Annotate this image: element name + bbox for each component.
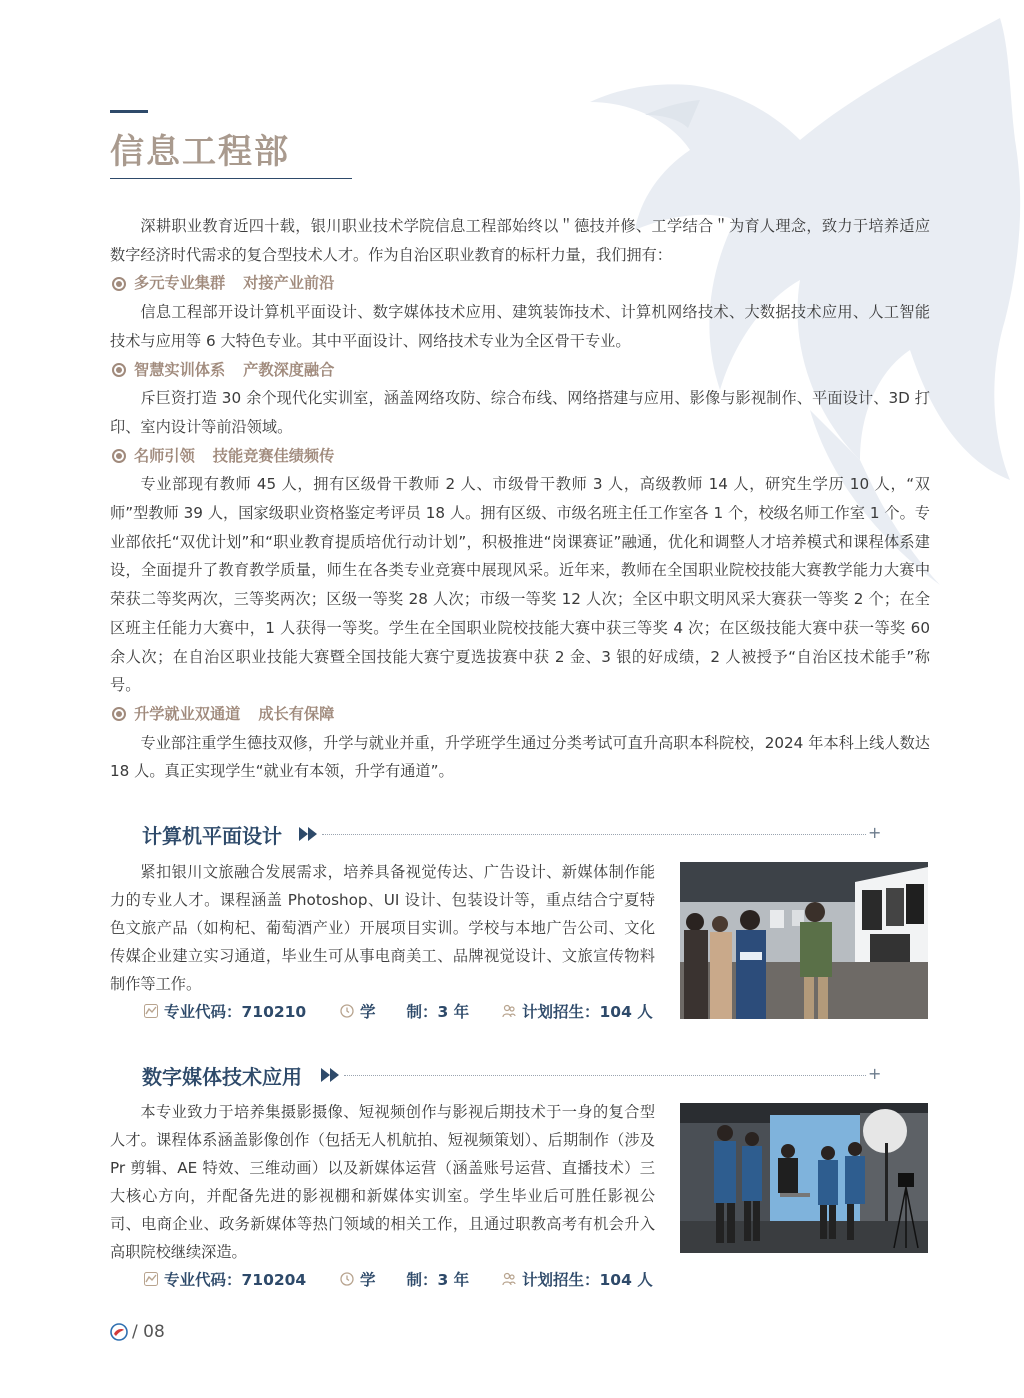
title-underline [110, 178, 352, 179]
target-circle-icon [112, 363, 126, 377]
target-circle-icon [112, 707, 126, 721]
page-number: / 08 [132, 1322, 165, 1342]
point-heading-b: 技能竞赛佳绩频传 [212, 446, 335, 465]
target-circle-icon [112, 449, 126, 463]
point-text: 斥巨资打造 30 余个现代化实训室，涵盖网络攻防、综合布线、网络搭建与应用、影像与影视制作、平面设计、3D 打印、室内设计等前沿领域。 [110, 389, 930, 436]
title-accent-bar [110, 110, 148, 113]
plus-icon: + [868, 823, 882, 842]
exhibition-photo [680, 862, 928, 1019]
point-heading-a: 智慧实训体系 [134, 360, 226, 379]
page-footer [110, 1322, 165, 1342]
chart-badge-icon [144, 1272, 158, 1286]
studio-photo [680, 1103, 928, 1253]
major-description [110, 858, 655, 1000]
major-enroll [502, 1000, 653, 1022]
point-heading-a: 名师引领 [134, 446, 195, 465]
point-heading [110, 269, 930, 298]
major-code [144, 1268, 306, 1290]
major-title: 计算机平面设计 [142, 824, 282, 848]
major-duration-text: 学 制：3 年 [360, 1003, 470, 1021]
point-text: 信息工程部开设计算机平面设计、数字媒体技术应用、建筑装饰技术、计算机网络技术、大数据技术应用、人工智能技术与应用等 6 大特色专业。其中平面设计、网络技术专业为全区骨干专业。 [110, 303, 930, 350]
point-heading [110, 356, 930, 385]
point-heading-a: 升学就业双通道 [134, 704, 241, 723]
target-circle-icon [112, 277, 126, 291]
major-duration-text: 学 制：3 年 [360, 1271, 470, 1289]
school-logo-icon [110, 1323, 128, 1341]
clock-icon [340, 1004, 354, 1018]
intro-section [110, 212, 930, 786]
point-heading [110, 442, 930, 471]
people-icon [502, 1004, 516, 1018]
point-heading-b: 产教深度融合 [243, 360, 335, 379]
point-heading-b: 成长有保障 [258, 704, 335, 723]
section-divider [322, 834, 866, 835]
major-duration [340, 1268, 469, 1290]
section-divider [344, 1075, 866, 1076]
major-code [144, 1000, 306, 1022]
point-heading-b: 对接产业前沿 [243, 274, 335, 293]
major-description-text: 本专业致力于培养集摄影摄像、短视频创作与影视后期技术于一身的复合型人才。课程体系涵盖影像创作（包括无人机航拍、短视频策划）、后期制作（涉及 Pr 剪辑、AE 特效、三维动画）以及新媒体运营（涵盖账号运营、直播技术）三大核心方向，并配备先进的影视棚和新媒体实训室。学生毕业后可胜任影视公司、电商企业、政务新媒体等热门领域的相关工作，且通过职教高考有机会升入高职院校继续深造。 [110, 1103, 655, 1261]
point-heading [110, 700, 930, 729]
intro-paragraph: 深耕职业教育近四十载，银川职业技术学院信息工程部始终以＂德技并修、工学结合＂为育人理念，致力于培养适应数字经济时代需求的复合型技术人才。作为自治区职业教育的标杆力量，我们拥有： [110, 217, 930, 264]
major-duration [340, 1000, 469, 1022]
clock-icon [340, 1272, 354, 1286]
point-text: 专业部注重学生德技双修，升学与就业并重，升学班学生通过分类考试可直升高职本科院校，2024 年本科上线人数达 18 人。真正实现学生“就业有本领，升学有通道”。 [110, 733, 930, 781]
major-enroll [502, 1268, 653, 1290]
major-enroll-text: 计划招生：104 人 [522, 1271, 653, 1289]
plus-icon: + [868, 1064, 882, 1083]
people-icon [502, 1272, 516, 1286]
point-text: 专业部现有教师 45 人，拥有区级骨干教师 2 人、市级骨干教师 3 人，高级教师 14 人，研究生学历 10 人，“双师”型教师 39 人，国家级职业资格鉴定考评员 18 人。拥有区级、市级名班主任工作室各 1 个，校级名师工作室 1 个。专业部依托“双优计划”和“职业教育提质培优行动计划”，积极推进“岗课赛证”融通，优化和调整人才培养模式和课程体系建设，全面提升了教育教学质量，师生在各类专业竞赛中展现风采。近年来，教师在全国职业院校技能大赛教学能力大赛中荣获二等奖两次，三等奖两次；区级一等奖 28 人次；市级一等奖 12 人次；全区中职文明风采大赛获一等奖 2 个；在全区班主任能力大赛中，1 人获得一等奖。学生在全国职业院校技能大赛中获三等奖 4 次；在区级技能大赛中获一等奖 60 余人次；在自治区职业技能大赛暨全国技能大赛宁夏选拔赛中获 2 金、3 银的好成绩，2 人被授予“自治区技术能手”称号。 [110, 475, 930, 695]
point-heading-a: 多元专业集群 [134, 274, 226, 293]
major-meta [144, 1000, 664, 1024]
double-arrow-icon [320, 1067, 342, 1083]
major-code-text: 专业代码：710210 [164, 1003, 307, 1021]
double-arrow-icon [298, 826, 320, 842]
major-enroll-text: 计划招生：104 人 [522, 1003, 653, 1021]
chart-badge-icon [144, 1004, 158, 1018]
major-description-text: 紧扣银川文旅融合发展需求，培养具备视觉传达、广告设计、新媒体制作能力的专业人才。课程涵盖 Photoshop、UI 设计、包装设计等，重点结合宁夏特色文旅产品（如枸杞、葡萄酒产业）开展项目实训。学校与本地广告公司、文化传媒企业建立实习通道，毕业生可从事电商美工、品牌视觉设计、文旅宣传物料制作等工作。 [110, 863, 655, 993]
page-title: 信息工程部 [110, 132, 290, 172]
major-title: 数字媒体技术应用 [142, 1065, 302, 1089]
major-description [110, 1098, 655, 1266]
major-meta [144, 1268, 664, 1292]
major-code-text: 专业代码：710204 [164, 1271, 307, 1289]
